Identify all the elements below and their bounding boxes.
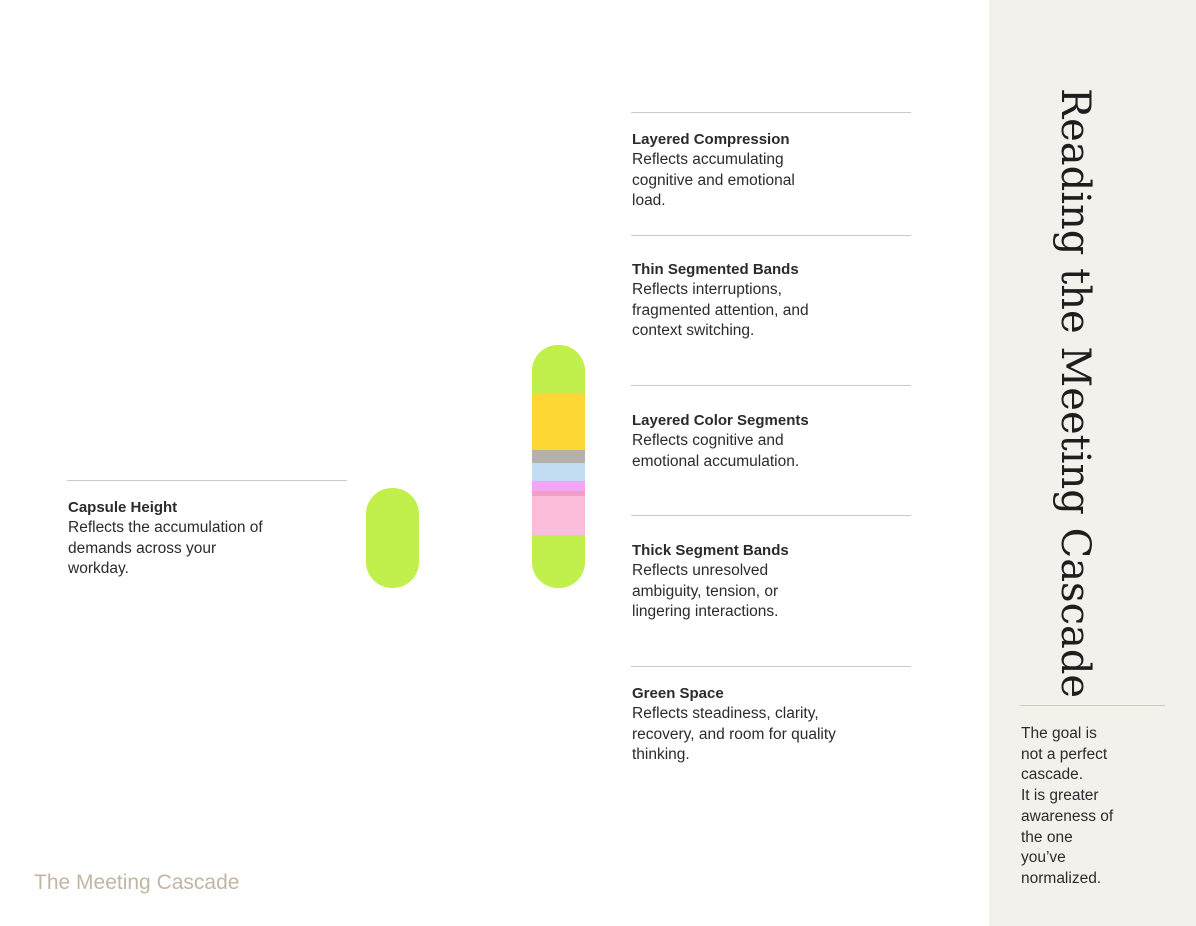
legend-item-title: Thick Segment Bands [632,542,789,559]
capsule-height-title: Capsule Height [68,499,178,516]
legend-item-thin-segmented-bands [632,260,862,342]
legend-item-thick-segment-bands [632,541,862,623]
sidebar-divider [1020,705,1165,706]
legend-item-title: Layered Compression [632,131,790,148]
light-blue-segment [532,463,585,481]
legend-item-title: Thin Segmented Bands [632,261,799,278]
capsule-height-divider [67,480,347,481]
legend-item-green-space [632,684,862,766]
legend-item-description: Reflects accumulating cognitive and emotional load. [632,151,795,210]
simple-capsule [366,488,419,588]
legend-item-description: Reflects interruptions, fragmented attention, and context switching. [632,281,809,340]
capsule-height-description: Reflects the accumulation of demands across your workday. [68,519,263,578]
legend-divider [631,666,911,667]
legend-item-layered-compression [632,130,862,212]
legend-divider [631,235,911,236]
sidebar-title: Reading the Meeting Cascade [1052,88,1098,699]
layered-capsule [532,345,585,588]
legend-item-description: Reflects cognitive and emotional accumulation. [632,432,800,470]
legend-item-description: Reflects steadiness, clarity, recovery, and room for quality thinking. [632,705,836,764]
legend-item-description: Reflects unresolved ambiguity, tension, or lingering interactions. [632,562,779,621]
violet-segment [532,481,585,491]
sidebar-note: The goal is not a perfect cascade. It is greater awareness of the one you’ve normalized. [1021,725,1114,887]
footer-title: The Meeting Cascade [34,871,240,894]
legend-divider [631,112,911,113]
green-bottom-segment [532,535,585,588]
gray-segment [532,450,585,463]
capsule-height-item [68,498,298,580]
green-top-segment [532,345,585,394]
legend-divider [631,385,911,386]
yellow-segment [532,394,585,450]
legend-item-layered-color-segments [632,411,862,472]
legend-item-title: Layered Color Segments [632,412,809,429]
legend-item-title: Green Space [632,685,724,702]
legend-divider [631,515,911,516]
pink-segment [532,496,585,535]
